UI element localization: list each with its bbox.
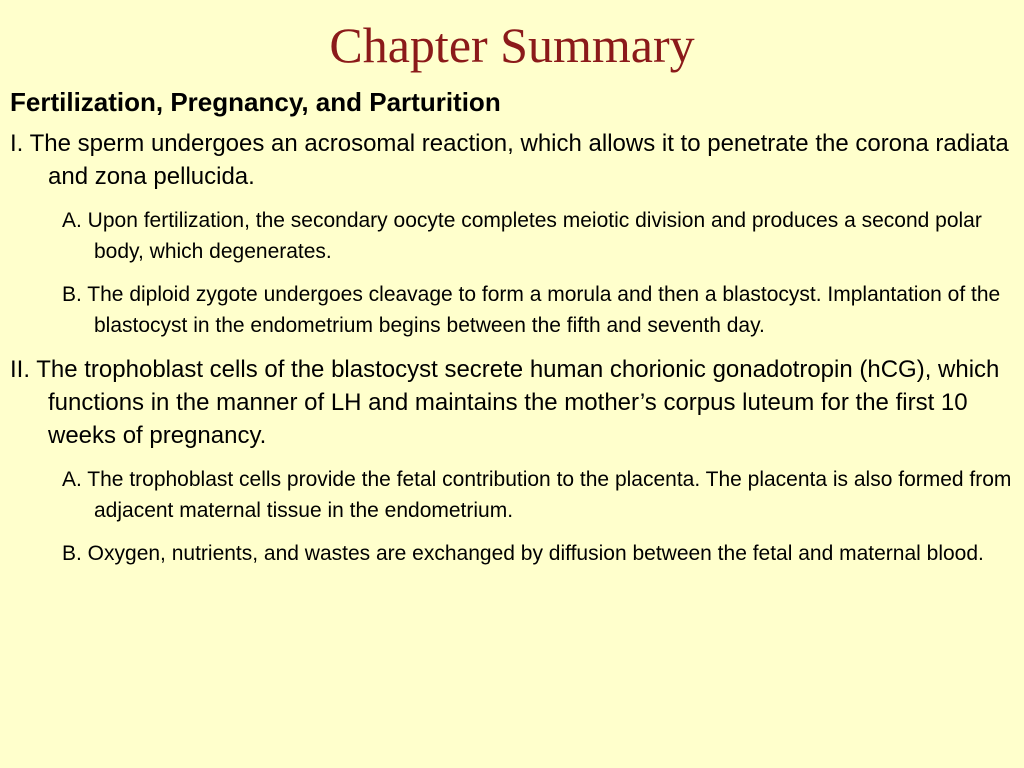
slide-content [10, 85, 1014, 581]
summary-point-2-sub-a: A. The trophoblast cells provide the fetal contribution to the placenta. The placenta is also formed from adjacent maternal tissue in the endometrium. [62, 468, 1012, 522]
summary-point-1: I. The sperm undergoes an acrosomal reaction, which allows it to penetrate the corona radiata and zona pellucida. [10, 130, 1009, 190]
slide-title: Chapter Summary [329, 17, 695, 73]
summary-point-1-sub-a: A. Upon fertilization, the secondary oocyte completes meiotic division and produces a second polar body, which degenerates. [62, 209, 982, 263]
summary-point-1-sub-b: B. The diploid zygote undergoes cleavage to form a morula and then a blastocyst. Implantation of the blastocyst in the endometrium begins between the fifth and seventh day. [62, 283, 1001, 337]
summary-point-2: II. The trophoblast cells of the blastocyst secrete human chorionic gonadotropin (hCG), which functions in the manner of LH and maintains the mother’s corpus luteum for the first 10 weeks of pregnancy. [10, 356, 1000, 449]
section-heading: Fertilization, Pregnancy, and Parturition [10, 87, 501, 117]
summary-point-2-sub-b: B. Oxygen, nutrients, and wastes are exchanged by diffusion between the fetal and maternal blood. [62, 542, 984, 565]
